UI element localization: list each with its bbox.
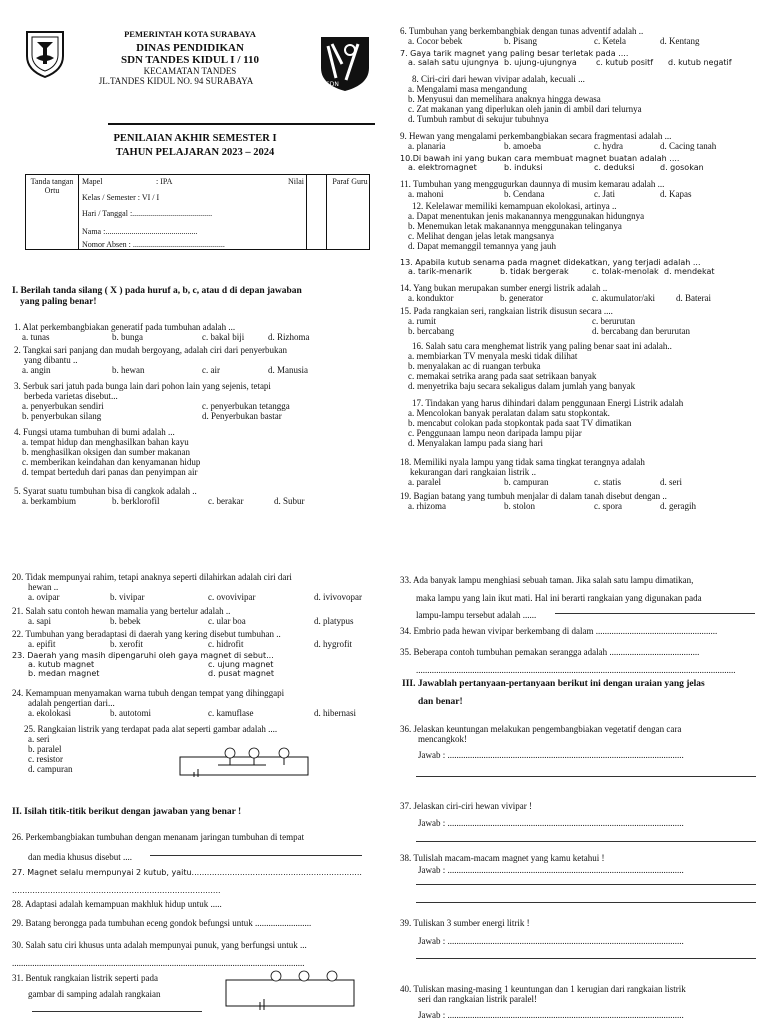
option-d[interactable]: d. Dapat memanggil temannya yang jauh [408, 241, 556, 252]
header-district: KECAMATAN TANDES [143, 66, 237, 77]
section3-title: III. Jawablah pertanyaan-pertanyaan berikut ini dengan uraian yang jelas [402, 679, 705, 689]
parent-signature-label: Tanda tangan Ortu [30, 177, 74, 195]
option-d[interactable]: d. ivivovopar [314, 592, 362, 603]
question-7: 7. Gaya tarik magnet yang paling besar terletak pada .... a. salah satu ujungnya b. ujung-ujungnya c. kutub positf d. kutub negatif [400, 49, 732, 67]
option-a[interactable]: a. planaria [408, 141, 446, 152]
option-b[interactable]: b. amoeba [504, 141, 541, 152]
option-c[interactable]: c. ular boa [208, 616, 246, 627]
series-circuit-figure [220, 966, 360, 1012]
subject-value: : IPA [156, 177, 173, 186]
option-a[interactable]: a. tunas [22, 332, 50, 343]
name-field[interactable]: Nama :.............................................. [82, 227, 198, 236]
answer-field[interactable]: Jawab : ......................................................................................................... [418, 1010, 684, 1021]
answer-line-36[interactable] [416, 776, 756, 777]
option-a[interactable]: a. Dapat menentukan jenis makanannya menggunakan hidungnya [408, 211, 645, 222]
option-d[interactable]: d. menyetrika baju secara sekaligus dalam jumlah yang banyak [408, 381, 636, 392]
option-c[interactable]: c. resistor [28, 754, 63, 765]
option-b[interactable]: b. Menyusui dan memelihara anaknya hingga dewasa [408, 94, 601, 105]
option-c[interactable]: c. kutub positf [596, 57, 654, 67]
option-d[interactable]: d. campuran [28, 764, 73, 775]
answer-field[interactable]: Jawab : ......................................................................................................... [418, 750, 684, 761]
option-b[interactable]: b. medan magnet [28, 668, 100, 678]
question-19: 19. Bagian batang yang tumbuh menjalar di dalam tanah disebut dengan .. a. rhizoma b. stolon c. spora d. geragih [400, 491, 696, 512]
question-1 [14, 322, 310, 342]
option-a[interactable]: a. angin [22, 365, 51, 376]
question-9: 9. Hewan yang mengalami perkembangbiakan secara fragmentasi adalah ... a. planaria b. amoeba c. hydra d. Cacing tanah [400, 131, 717, 152]
option-d[interactable]: d. Menyalakan lampu pada siang hari [408, 438, 543, 449]
school-logo [318, 34, 372, 92]
question-30: 30. Salah satu ciri khusus unta adalah mempunyai punuk, yang berfungsi untuk ... .................................................................................................................................. [12, 940, 307, 968]
question-38: 38. Tulislah macam-macam magnet yang kamu ketahui ! Jawab : ......................................................................................................... [400, 853, 684, 876]
option-b[interactable]: b. vivipar [110, 592, 145, 603]
option-a[interactable]: a. kutub magnet [28, 659, 95, 669]
option-c[interactable]: c. deduksi [594, 162, 635, 172]
option-d[interactable]: d. geragih [660, 501, 696, 512]
answer-line-38b[interactable] [416, 902, 756, 903]
question-6: 6. Tumbuhan yang berkembangbiak dengan tunas adventif adalah .. a. Cocor bebek b. Pisang c. Ketela d. Kentang [400, 26, 700, 47]
option-d[interactable]: d. Baterai [676, 293, 711, 304]
option-a[interactable]: a. salah satu ujungnya [408, 57, 499, 67]
question-35: 35. Beberapa contoh tumbuhan pemakan serangga adalah ........................................ .............................................................................................................................................. [400, 647, 736, 675]
option-d[interactable]: d. Subur [274, 496, 305, 507]
option-d[interactable]: d. Kentang [660, 36, 700, 47]
option-c[interactable]: c. air [202, 365, 220, 376]
question-16: 16. Salah satu cara menghemat listrik yang paling benar saat ini adalah.. a. membiarkan TV menyala meski tidak dilihat b. menyalakan ac di ruangan terbuka c. memakai setrika arang pada saat setrikaan banyak d. menyetrika baju secara sekaligus dalam jumlah yang banyak [408, 341, 672, 392]
option-a[interactable]: a. Mengalami masa mengandung [408, 84, 527, 95]
option-d[interactable]: d. Cacing tanah [660, 141, 717, 152]
answer-line-39a[interactable] [416, 958, 756, 959]
option-d[interactable]: d. gosokan [660, 162, 704, 172]
option-c[interactable]: c. hydra [594, 141, 623, 152]
option-d[interactable]: d. hibernasi [314, 708, 356, 719]
answer-line-26[interactable] [150, 855, 362, 856]
question-23: 23. Daerah yang masih dipengaruhi oleh gaya magnet di sebut... a. kutub magnet c. ujung magnet b. medan magnet d. pusat magnet [12, 651, 274, 678]
option-c[interactable]: c. akumulator/aki [592, 293, 655, 304]
question-25: 25. Rangkaian listrik yang terdapat pada alat seperti gambar adalah .... a. seri b. paralel c. resistor d. campuran [24, 724, 278, 775]
option-d[interactable]: d. pusat magnet [208, 668, 274, 678]
option-d[interactable]: d. tempat berteduh dari panas dan penyimpan air [22, 467, 198, 478]
header-address: JL.TANDES KIDUL NO. 94 SURABAYA [98, 76, 254, 87]
option-d[interactable]: d. hygrofit [314, 639, 352, 650]
option-b[interactable]: b. induksi [504, 162, 543, 172]
option-c[interactable]: c. Melihat dengan jelas letak mangsanya [408, 231, 554, 242]
header-government: PEMERINTAH KOTA SURABAYA [124, 29, 256, 39]
identity-table [25, 174, 370, 250]
option-c[interactable]: c. Zat makanan yang diperlukan oleh janin di ambil dari telurnya [408, 104, 642, 115]
option-b[interactable]: b. generator [500, 293, 543, 304]
question-3: 3. Serbuk sari jatuh pada bunga lain dari pohon lain yang sejenis, tetapi berbeda varietas disebut... a. penyerbukan sendiri c. penyerbukan tetangga b. penyerbukan silang d. Penyerbukan bastar [14, 381, 290, 422]
question-10: 10.Di bawah ini yang bukan cara membuat magnet buatan adalah .... a. elektromagnet b. induksi c. deduksi d. gosokan [400, 154, 704, 172]
option-b[interactable]: b. bebek [110, 616, 141, 627]
question-31: 31. Bentuk rangkaian listrik seperti pada gambar di samping adalah rangkaian [12, 973, 161, 1000]
option-d[interactable]: d. Manusia [268, 365, 308, 376]
option-a[interactable]: a. tempat hidup dan menghasilkan bahan kayu [22, 437, 189, 448]
question-14: 14. Yang bukan merupakan sumber energi listrik adalah .. a. konduktor b. generator c. akumulator/aki d. Baterai [400, 283, 711, 304]
question-27: 27. Magnet selalu mempunyai 2 kutub, yaitu................................................................... .................................................................................. [12, 868, 362, 895]
option-b[interactable]: b. paralel [28, 744, 62, 755]
option-d[interactable]: d. Tumbuh rambut di sekujur tubuhnya [408, 114, 549, 125]
option-b[interactable]: b. mencabut colokan pada stopkontak pada saat TV dimatikan [408, 418, 632, 429]
option-a[interactable]: a. membiarkan TV menyala meski tidak dilihat [408, 351, 578, 362]
option-b[interactable]: b. Cendana [504, 189, 545, 200]
question-text: 1. Alat perkembangbiakan generatif pada tumbuhan adalah ... [14, 322, 236, 332]
option-d[interactable]: d. seri [660, 477, 682, 488]
option-a[interactable]: a. paralel [408, 477, 441, 488]
section1-subtitle: yang paling benar! [20, 296, 97, 307]
option-d[interactable]: d. mendekat [664, 266, 715, 276]
question-13: 13. Apabila kutub senama pada magnet didekatkan, yang terjadi adalah ... a. tarik-menarik b. tidak bergerak c. tolak-menolak d. mendekat [400, 258, 715, 276]
option-c[interactable]: c. ujung magnet [208, 659, 274, 669]
option-a[interactable]: a. konduktor [408, 293, 454, 304]
option-a[interactable]: a. ekolokasi [28, 708, 71, 719]
question-28: 28. Adaptasi adalah kemampuan makhluk hidup untuk ..... [12, 899, 222, 909]
section2-title: II. Isilah titik-titik berikut dengan jawaban yang benar ! [12, 807, 242, 817]
svg-text:SDN: SDN [326, 81, 339, 88]
question-4: 4. Fungsi utama tumbuhan di bumi adalah ... a. tempat hidup dan menghasilkan bahan kayu b. menghasilkan oksigen dan sumber makanan c. memberikan keindahan dan kenyamanan hidup d. tempat berteduh dari panas dan penyimpan air [14, 427, 201, 478]
option-c[interactable]: c. Ketela [594, 36, 626, 47]
option-c[interactable]: c. spora [594, 501, 622, 512]
option-b[interactable]: b. ujung-ujungnya [504, 57, 577, 67]
exam-title: PENILAIAN AKHIR SEMESTER I [113, 133, 277, 144]
option-a[interactable]: a. seri [28, 734, 50, 745]
answer-field[interactable]: Jawab : ......................................................................................................... [418, 865, 684, 876]
question-34: 34. Embrio pada hewan vivipar berkembang di dalam ...................................................... [400, 626, 718, 636]
question-22: 22. Tumbuhan yang beradaptasi di daerah yang kering disebut tumbuhan .. a. epifit b. xerofit c. hidrofit d. hygrofit [12, 629, 352, 650]
option-a[interactable]: a. tarik-menarik [408, 266, 472, 276]
question-18: 18. Memiliki nyala lampu yang tidak sama tingkat terangnya adalah kekurangan dari rangkaian listrik .. a. paralel b. campuran c. statis d. seri [400, 457, 682, 488]
header-divider [108, 123, 375, 125]
option-c[interactable]: c. hidrofit [208, 639, 244, 650]
mixed-circuit-figure [174, 745, 314, 777]
option-a[interactable]: a. penyerbukan sendiri [22, 401, 104, 412]
option-d[interactable]: d. bercabang dan berurutan [592, 326, 690, 337]
header-school: SDN TANDES KIDUL I / 110 [120, 53, 260, 66]
surabaya-emblem-logo [23, 28, 67, 78]
section3-subtitle: dan benar! [418, 696, 463, 707]
option-b[interactable]: b. tidak bergerak [500, 266, 569, 276]
option-b[interactable]: b. xerofit [110, 639, 143, 650]
question-5: 5. Syarat suatu tumbuhan bisa di cangkok adalah .. a. berkambium b. berklorofil c. berakar d. Subur [14, 486, 305, 507]
option-b[interactable]: b. campuran [504, 477, 549, 488]
option-b[interactable]: b. menghasilkan oksigen dan sumber makanan [22, 447, 190, 458]
option-a[interactable]: a. sapi [28, 616, 51, 627]
question-20: 20. Tidak mempunyai rahim, tetapi anaknya seperti dilahirkan adalah ciri dari hewan .. a. ovipar b. vivipar c. ovovivipar d. ivivovopar [12, 572, 362, 603]
section1-title: I. Berilah tanda silang ( X ) pada huruf a, b, c, atau d di depan jawaban [12, 286, 302, 296]
option-c[interactable]: c. Jati [594, 189, 615, 200]
question-29: 29. Batang berongga pada tumbuhan eceng gondok befungsi untuk ......................... [12, 918, 312, 928]
question-12: 12. Kelelawar memiliki kemampuan ekolokasi, artinya .. a. Dapat menentukan jenis makanannya menggunakan hidungnya b. Menemukan letak makanannya menggunakan telinganya c. Melihat dengan jelas letak mangsanya d. Dapat memanggil temannya yang jauh [408, 201, 645, 252]
question-37: 37. Jelaskan ciri-ciri hewan vivipar ! Jawab : ......................................................................................................... [400, 801, 684, 829]
question-8: 8. Ciri-ciri dari hewan vivipar adalah, kecuali ... a. Mengalami masa mengandung b. Menyusui dan memelihara anaknya hingga dewasa c. Zat makanan yang diperlukan oleh janin di ambil dari telurnya d. Tumbuh rambut di sekujur tubuhnya [408, 74, 642, 125]
question-39: 39. Tuliskan 3 sumber energi litrik ! Jawab : ......................................................................................................... [400, 918, 684, 947]
option-c[interactable]: c. memberikan keindahan dan kenyamanan hidup [22, 457, 201, 468]
option-c[interactable]: c. memakai setrika arang pada saat setrikaan banyak [408, 371, 597, 382]
question-33: 33. Ada banyak lampu menghiasi sebuah taman. Jika salah satu lampu dimatikan, maka lampu yang lain ikut mati. Hal ini berarti rangkaian yang digunakan pada lampu-lampu tersebut adalah ...... [400, 575, 702, 621]
exam-year: TAHUN PELAJARAN 2023 – 2024 [115, 146, 275, 158]
option-c[interactable]: c. penyerbukan tetangga [202, 401, 290, 412]
option-b[interactable]: b. menyalakan ac di ruangan terbuka [408, 361, 541, 372]
option-b[interactable]: b. autotomi [110, 708, 151, 719]
option-c[interactable]: c. tolak-menolak [592, 266, 659, 276]
option-a[interactable]: a. ovipar [28, 592, 60, 603]
option-a[interactable]: a. rhizoma [408, 501, 446, 512]
question-17: 17. Tindakan yang harus dihindari dalam penggunaan Energi Listrik adalah a. Mencolokan banyak peralatan dalam satu stopkontak. b. mencabut colokan pada stopkontak pada saat TV dimatikan c. Penggunaan lampu neon daripada lampu pijar d. Menyalakan lampu pada siang hari [408, 398, 684, 449]
score-label: Nilai [288, 177, 304, 186]
option-d[interactable]: d. platypus [314, 616, 354, 627]
option-c[interactable]: c. Penggunaan lampu neon daripada lampu pijar [408, 428, 582, 439]
option-a[interactable]: a. Mencolokan banyak peralatan dalam satu stopkontak. [408, 408, 610, 419]
option-b[interactable]: b. Pisang [504, 36, 538, 47]
question-21: 21. Salah satu contoh hewan mamalia yang bertelur adalah .. a. sapi b. bebek c. ular boa d. platypus [12, 606, 354, 627]
option-b[interactable]: b. hewan [112, 365, 145, 376]
option-c[interactable]: c. statis [594, 477, 621, 488]
option-d[interactable]: d. Penyerbukan bastar [202, 411, 282, 422]
answer-line-37[interactable] [416, 841, 756, 842]
class-semester-field: Kelas / Semester : VI / I [82, 193, 160, 202]
answer-line-33[interactable] [555, 613, 755, 614]
option-c[interactable]: c. bakal biji [202, 332, 245, 343]
question-2: 2. Tangkai sari panjang dan mudah bergoyang, adalah ciri dari penyerbukan yang dibantu .. a. angin b. hewan c. air d. Manusia [14, 345, 308, 376]
option-b[interactable]: b. stolon [504, 501, 536, 512]
option-c[interactable]: c. berakar [208, 496, 244, 507]
answer-field[interactable]: Jawab : ......................................................................................................... [418, 936, 684, 947]
question-24: 24. Kemampuan menyamakan warna tubuh dengan tempat yang dihinggapi adalah pengertian dari... a. ekolokasi b. autotomi c. kamuflase d. hibernasi [12, 688, 356, 719]
roll-number-field[interactable]: Nomor Absen : .............................................. [82, 240, 225, 249]
answer-field[interactable]: Jawab : ......................................................................................................... [418, 818, 684, 829]
option-d[interactable]: d. Kapas [660, 189, 692, 200]
teacher-signature-label: Paraf Guru [332, 177, 368, 186]
option-b[interactable]: b. Menemukan letak makanannya menggunakan telinganya [408, 221, 622, 232]
option-c[interactable]: c. ovovivipar [208, 592, 256, 603]
option-d[interactable]: d. kutub negatif [668, 57, 732, 67]
option-b[interactable]: b. berklorofil [112, 496, 160, 507]
option-a[interactable]: a. berkambium [22, 496, 76, 507]
answer-line-31[interactable] [32, 1011, 202, 1012]
question-36: 36. Jelaskan keuntungan melakukan pengembangbiakan vegetatif dengan cara mencangkok! Jawab : ......................................................................................................... [400, 724, 684, 761]
option-a[interactable]: a. epifit [28, 639, 56, 650]
answer-line-38a[interactable] [416, 884, 756, 885]
option-a[interactable]: a. rumit [408, 316, 436, 327]
question-15: 15. Pada rangkaian seri, rangkaian listrik disusun secara .... a. rumit c. berurutan b. bercabang d. bercabang dan berurutan [400, 306, 690, 337]
option-a[interactable]: a. mahoni [408, 189, 444, 200]
option-c[interactable]: c. kamuflase [208, 708, 254, 719]
header-agency: DINAS PENDIDIKAN [136, 41, 244, 54]
date-field[interactable]: Hari / Tanggal :........................................ [82, 209, 213, 218]
question-40: 40. Tuliskan masing-masing 1 keuntungan dan 1 kerugian dari rangkaian listrik seri dan rangkaian listrik paralel! Jawab : ......................................................................................................... [400, 984, 686, 1021]
question-11: 11. Tumbuhan yang menggugurkan daunnya di musim kemarau adalah ... a. mahoni b. Cendana c. Jati d. Kapas [400, 179, 692, 200]
option-a[interactable]: a. Cocor bebek [408, 36, 463, 47]
option-c[interactable]: c. berurutan [592, 316, 635, 327]
option-b[interactable]: b. bercabang [408, 326, 454, 337]
option-d[interactable]: d. Rizhoma [268, 332, 310, 343]
question-26: 26. Perkembangbiakan tumbuhan dengan menanam jaringan tumbuhan di tempat dan media khusus disebut .... [12, 832, 305, 862]
subject-label: Mapel [82, 177, 103, 186]
option-b[interactable]: b. penyerbukan silang [22, 411, 102, 422]
option-a[interactable]: a. elektromagnet [408, 162, 477, 172]
option-b[interactable]: b. bunga [112, 332, 143, 343]
